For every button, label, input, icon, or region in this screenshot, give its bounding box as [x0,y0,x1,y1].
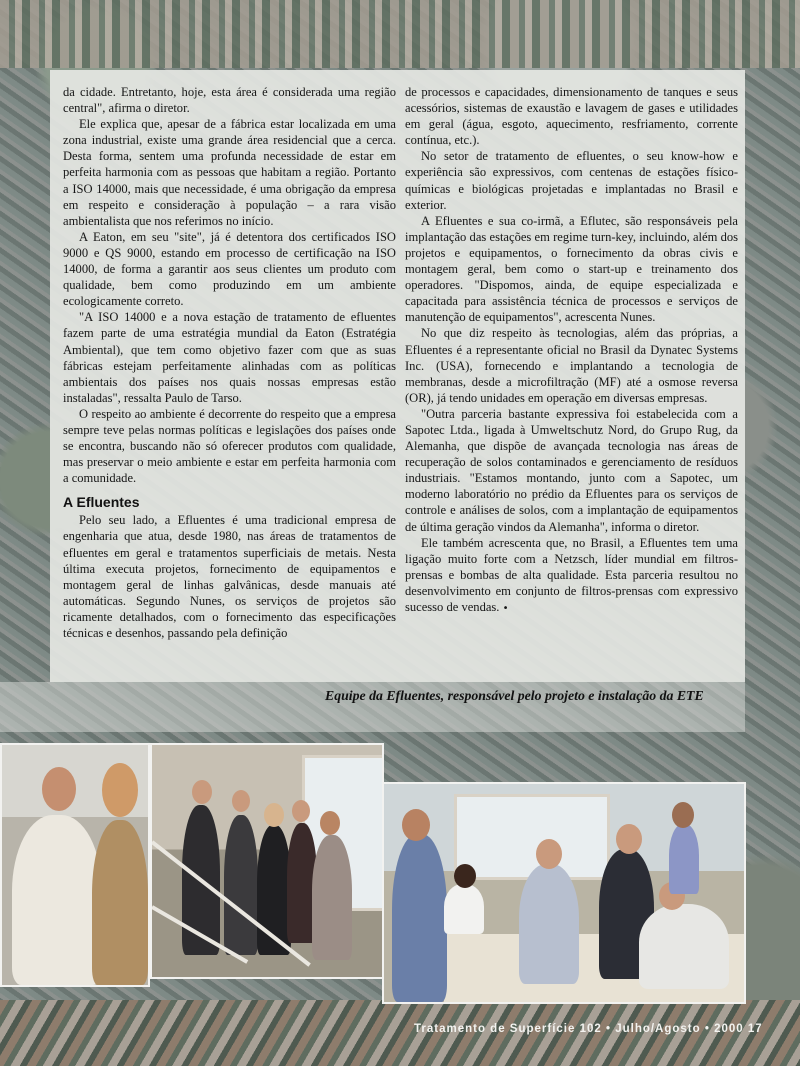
photo-caption: Equipe da Efluentes, responsável pelo projeto e instalação da ETE [325,688,704,703]
team-photo-left [0,743,150,987]
person-figure [639,904,729,989]
paragraph-text: Ele também acrescenta que, no Brasil, a Efluentes tem uma ligação muito forte com a Netzsch, líder mundial em filtros-prensas e bombas de alta qualidade. Esta parceria resultou no desenvolvimento em conjunto de filtros-prensas com expressivo sucesso de vendas. [405,535,738,614]
person-figure [312,835,352,960]
paragraph: O respeito ao ambiente é decorrente do respeito que a empresa sempre teve pelas normas políticas e legislações dos países onde se encontra, buscando não só oferecer produtos com qualidade, mas preservar o meio ambiente e estar em perfeita harmonia com a comunidade. [63,406,396,486]
person-head [536,839,562,869]
section-heading: A Efluentes [63,494,140,511]
paragraph [405,535,738,617]
end-mark: • [502,603,509,614]
paragraph: No que diz respeito às tecnologias, além das próprias, a Efluentes é a representante oficial no Brasil da Dynatec Systems Inc. (USA), fornecendo e implantando a tecnologia de membranas, desde a microfiltração (MF) até a osmose reversa (OR), já tendo unidades em operação em diversas empresas. [405,326,738,405]
person-figure [92,820,148,985]
team-photo-office [382,782,746,1004]
paragraph: da cidade. Entretanto, hoje, esta área é considerada uma região central", afirma o diretor. [63,85,396,116]
person-head [264,803,284,827]
paragraph: No setor de tratamento de efluentes, o seu know-how e experiência são expressivos, com centenas de estações físico-químicas e biológicas projetadas e implantadas no Brasil e exterior. [405,149,738,212]
paragraph: A Efluentes e sua co-irmã, a Efluteс, são responsáveis pela implantação das estações em regime turn-key, incluindo, além dos projetos e equipamentos, o fornecimento da obras civis e montagem geral, bem como o start-up e treinamento dos operadores. "Dispomos, ainda, de equipe especializada e capacitada para assistência técnica de processos e serviços de manutenção de equipamentos", acrescenta Nunes. [405,213,738,325]
window [454,794,610,880]
person-figure [519,864,579,984]
paragraph: A Eaton, em seu "site", já é detentora dos certificados ISO 9000 e QS 9000, estando em processo de certificação na ISO 14000, de forma a garantir aos seus clientes um produto com qualidade, bem como produzindo em um ambiente ecologicamente correto. [63,229,396,309]
paragraph: de processos e capacidades, dimensionamento de tanques e seus acessórios, sistemas de exaustão e lavagem de gases e utilidades em geral (água, esgoto, aquecimento, resfriamento, corrente contínua, etc.). [405,85,738,148]
page-footer: Tratamento de Superfície 102 • Julho/Agosto • 2000 17 [414,1023,763,1035]
paragraph: "A ISO 14000 e a nova estação de tratamento de efluentes fazem parte de uma estratégia mundial da Eaton (Estratégia Ambiental), que tem como objetivo fazer com que as suas fábricas estejam perfeitamente alinhadas com as políticas ambientais dos países nos quais nossas empresas estão instaladas", ressalta Paulo de Tarso. [63,310,396,405]
paragraph: "Outra parceria bastante expressiva foi estabelecida com a Sapotec Ltda., ligada à Umweltschutz Nord, do Grupo Rug, da Alemanha, que dispõe de avançada tecnologia nas áreas de recuperação de solos contaminados e gerenciamento de resíduos industriais. "Estamos montando, junto com a Sapotec, um moderno laboratório no prédio da Efluentes para os serviços de controle e análises de solos, com a implantação de equipamentos de última geração vindos da Alemanha", informa o diretor. [405,406,738,534]
person-figure [224,815,258,955]
aerial-photo-top [0,0,800,68]
right-column [405,84,738,617]
person-figure [444,884,484,934]
team-photo-stairs [150,743,384,979]
person-figure [12,815,102,985]
person-figure [392,834,447,1002]
person-head [616,824,642,854]
paragraph: Pelo seu lado, a Efluentes é uma tradicional empresa de engenharia que atua, desde 1980, nas áreas de tratamentos de efluentes em geral e tratamentos superficiais de metais. Nesta última executa projetos, fornecimento de equipamentos e montagem geral de linhas galvânicas, desde manuais até automáticas. Segundo Nunes, os serviços de projetos são ricamente detalhados, com o fornecimento das especificações técnicas e desenhos, passando pela definição [63,513,396,640]
person-head [232,790,250,812]
left-column [63,84,396,641]
person-head [402,809,430,841]
paragraph: Ele explica que, apesar de a fábrica estar localizada em uma zona industrial, existe uma grande área residencial que a cerca. Desta forma, sentem uma profunda necessidade de estar em perfeita harmonia com as pessoas que habitam a região. Portanto a ISO 14000, mais que necessidade, é uma obrigação da empresa em respeito e consideração à população – a rara visão ambientalista que nos referimos no início. [63,117,396,228]
person-head [320,811,340,835]
person-head [292,800,310,822]
person-figure [669,824,699,894]
person-head [192,780,212,804]
person-head [42,767,76,811]
person-head [102,763,138,817]
person-head [672,802,694,828]
person-head [454,864,476,888]
